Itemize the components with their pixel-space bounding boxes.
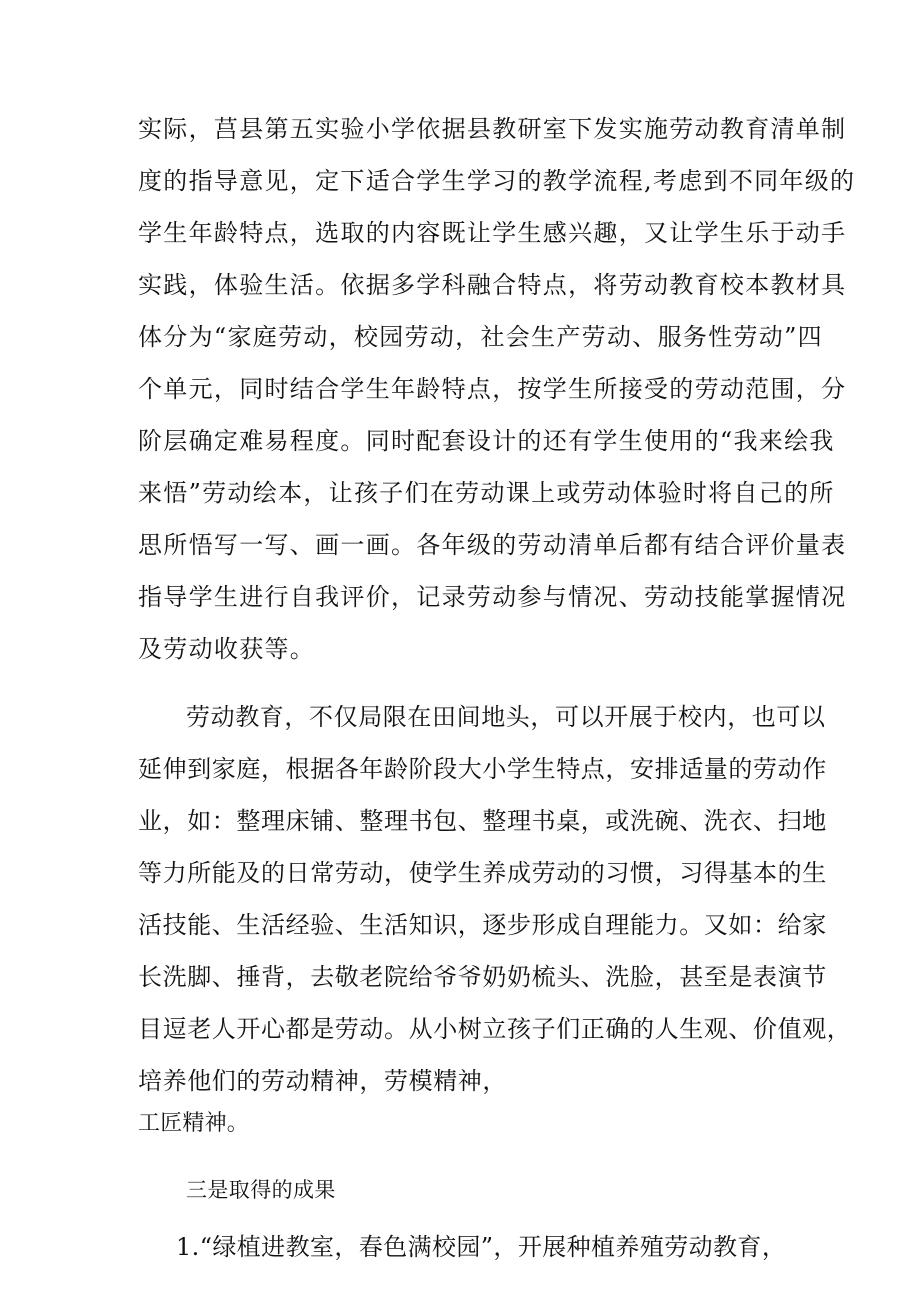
text-line: 工匠精神。 (138, 1111, 250, 1136)
text-line: 目逗老人开心都是劳动。从小树立孩子们正确的人生观、价值观， (138, 1015, 852, 1043)
text-line: 来悟”劳动绘本，让孩子们在劳动课上或劳动体验时将自己的所 (138, 479, 835, 507)
list-item: 1.“绿植进教室，春色满校园”，开展种植养殖劳动教育， (176, 1233, 787, 1261)
text-line: 实际，莒县第五实验小学依据县教研室下发实施劳动教育清单制 (138, 115, 847, 143)
section-heading: 三是取得的成果 (186, 1178, 336, 1202)
text-line: 等力所能及的日常劳动，使学生养成劳动的习惯，习得基本的生 (138, 859, 827, 887)
text-line: 劳动教育，不仅局限在田间地头，可以开展于校内，也可以 (186, 703, 826, 731)
text-line: 延伸到家庭，根据各年龄阶段大小学生特点，安排适量的劳动作 (138, 755, 827, 783)
text-line: 体分为“家庭劳动，校园劳动，社会生产劳动、服务性劳动”四 (138, 323, 823, 351)
text-line: 实践，体验生活。依据多学科融合特点，将劳动教育校本教材具 (138, 271, 847, 299)
text-line: 及劳动收获等。 (138, 635, 316, 663)
text-line: 个单元，同时结合学生年龄特点，按学生所接受的劳动范围，分 (138, 375, 847, 403)
text-line: 思所悟写一写、画一画。各年级的劳动清单后都有结合评价量表 (138, 531, 847, 559)
text-line: 度的指导意见，定下适合学生学习的教学流程,考虑到不同年级的 (138, 167, 856, 195)
text-line: 活技能、生活经验、生活知识，逐步形成自理能力。又如：给家 (138, 911, 827, 939)
text-line: 培养他们的劳动精神，劳模精神， (138, 1067, 507, 1095)
text-line: 阶层确定难易程度。同时配套设计的还有学生使用的“我来绘我 (138, 427, 835, 455)
text-line: 业，如：整理床铺、整理书包、整理书桌，或洗碗、洗衣、扫地 (138, 807, 827, 835)
text-line: 指导学生进行自我评价，记录劳动参与情况、劳动技能掌握情况 (138, 583, 847, 611)
text-line: 学生年龄特点，选取的内容既让学生感兴趣，又让学生乐于动手 (138, 219, 847, 247)
text-line: 长洗脚、捶背，去敬老院给爷爷奶奶梳头、洗脸，甚至是表演节 (138, 963, 827, 991)
